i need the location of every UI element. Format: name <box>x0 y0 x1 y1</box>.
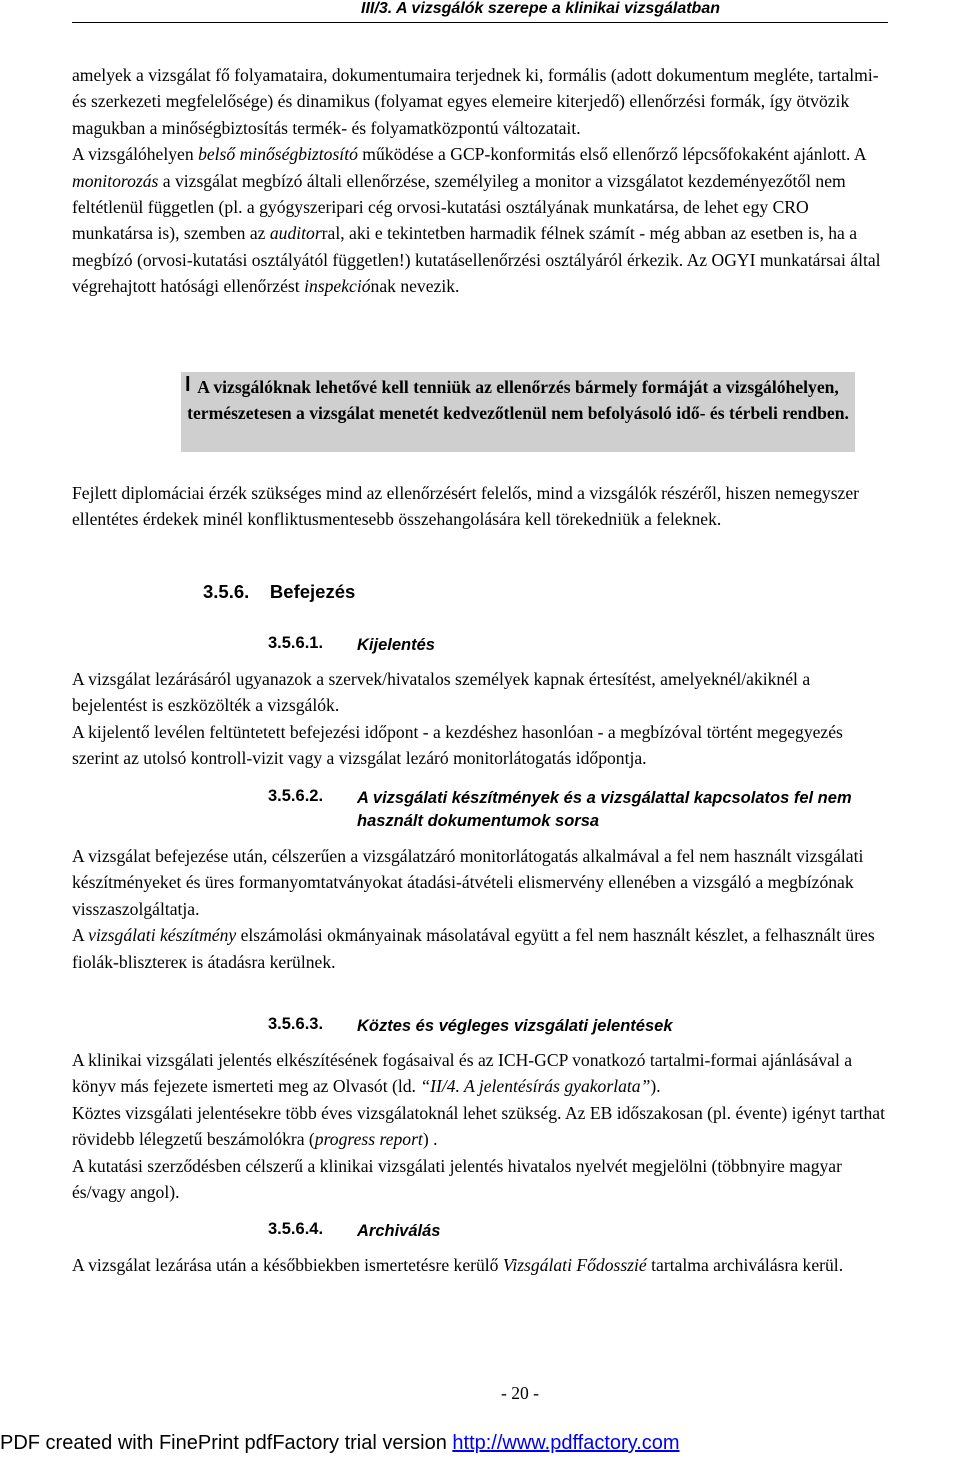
section-number: 3.5.6. <box>203 581 250 602</box>
callout-text: A vizsgálóknak lehetővé kell tenniük az ellenőrzés bármely formáját a vizsgálóhelyen, természetesen a vizsgálat menetét kedvezőtlenül nem befolyásoló idő- és térbeli rendben. <box>187 377 849 423</box>
jelentesek-paragraph-2: Köztes vizsgálati jelentésekre több éves vizsgálatoknál lehet szükség. Az EB időszakosan (pl. évente) igényt tarthat rövidebb lélegzetű beszámolókra (progress report) . <box>72 1102 885 1150</box>
intro-paragraph-1: amelyek a vizsgálat fő folyamataira, dokumentumaira terjednek ki, formális (adott dokumentum megléte, tartalmi- és szerkezeti megfelelősége) és dinamikus (folyamat egyes elemeire kiterjedő) ellenőrzési formák, így ötvözik magukban a minőségbiztosítás termék- és folyamatközpontú változatait. <box>72 65 879 138</box>
jelentesek-paragraph-1: A klinikai vizsgálati jelentés elkészítésének fogásaival és az ICH-GCP vonatkozó tartalmi-formai ajánlásával a könyv más fejezete ismerteti meg az Olvasót (ld. “II/4. A jelentésírás gyakorlata”). <box>72 1050 853 1097</box>
trial-banner <box>0 1432 680 1455</box>
header-rule <box>72 22 888 23</box>
subsection-body-1 <box>72 666 888 772</box>
archivalas-paragraph: A vizsgálat lezárása után a későbbiekben ismertetésre kerülő Vizsgálati Fődosszié tartalma archiválásra kerül. <box>72 1255 844 1275</box>
callout-bullet: l <box>185 374 191 396</box>
section-heading <box>203 581 355 604</box>
kijelentes-paragraph-1: A vizsgálat lezárásáról ugyanazok a szervek/hivatalos személyek kapnak értesítést, amelyeknél/akiknél a bejelentést is eszközölték a vizsgálók. <box>72 669 811 716</box>
subsection-title-4: Archiválás <box>357 1222 441 1240</box>
highlight-callout <box>181 372 855 452</box>
keszitmenyek-paragraph-1: A vizsgálat befejezése után, célszerűen a vizsgálatzáró monitorlátogatás alkalmával a fel nem használt vizsgálati készítményeket és üres formanyomtatványokat átadási-átvételi elismervény ellenében a vizsgáló a megbízónak visszaszolgáltatja. <box>72 846 864 919</box>
page-header <box>0 0 960 22</box>
section-title: Befejezés <box>269 581 356 602</box>
subsection-body-3 <box>72 1047 888 1205</box>
page-number: - 20 - <box>500 1383 540 1403</box>
diplomacy-section <box>72 480 888 533</box>
diplomacy-paragraph: Fejlett diplomáciai érzék szükséges mind az ellenőrzésért felelős, mind a vizsgálók részéről, hiszen nemegyszer ellentétes érdekek minél konfliktusmentesebb összehangolására kell törekedniük a feleknek. <box>72 483 860 530</box>
chapter-title: III/3. A vizsgálók szerepe a klinikai vizsgálatban <box>361 0 720 17</box>
subsection-title-3: Köztes és végleges vizsgálati jelentések <box>357 1017 673 1035</box>
intro-section <box>72 62 888 300</box>
intro-paragraph-2: A vizsgálóhelyen belső minőségbiztosító működése a GCP-konformitás első ellenőrző lépcsőfokaként ajánlott. A monitorozás a vizsgálat megbízó általi ellenőrzése, személyileg a monitor a vizsgálatot kezdeményezőtől nem feltétlenül független (pl. a gyógyszeripari cég orvosi-kutatási osztályának munkatársa, de lehet egy CRO munkatársa is), szemben az auditorral, aki e tekintetben harmadik félnek számít - még abban az esetben is, ha a megbízó (orvosi-kutatási osztályától független!) kutatásellenőrzési osztályáról érkezik. Az OGYI munkatársai által végrehajtott hatósági ellenőrzést inspekciónak nevezik. <box>72 144 881 297</box>
trial-link[interactable]: http://www.pdffactory.com <box>452 1432 680 1454</box>
subsection-title-2: A vizsgálati készítmények és a vizsgálattal kapcsolatos fel nem használt dokumentumok sorsa <box>357 789 852 830</box>
subsection-body-2 <box>72 843 888 975</box>
keszitmenyek-paragraph-2: A vizsgálati készítmény elszámolási okmányainak másolatával együtt a fel nem használt készlet, a felhasznált üres fiolák-blisztereк is átadásra kerülnek. <box>72 925 875 972</box>
jelentesek-paragraph-3: A kutatási szerződésben célszerű a klinikai vizsgálati jelentés hivatalos nyelvét megjelölni (többnyire magyar és/vagy angol). <box>72 1155 842 1203</box>
subsection-body-4 <box>72 1252 888 1278</box>
kijelentes-paragraph-2: A kijelentő levélen feltüntetett befejezési időpont - a kezdéshez hasonlóan - a megbízóval történt megegyezés szerint az utolsó kontroll-vizit vagy a vizsgálat lezáró monitorlátogatás időpontja. <box>72 721 843 769</box>
trial-text: PDF created with FinePrint pdfFactory trial version <box>0 1432 453 1454</box>
subsection-title-1: Kijelentés <box>357 636 435 654</box>
